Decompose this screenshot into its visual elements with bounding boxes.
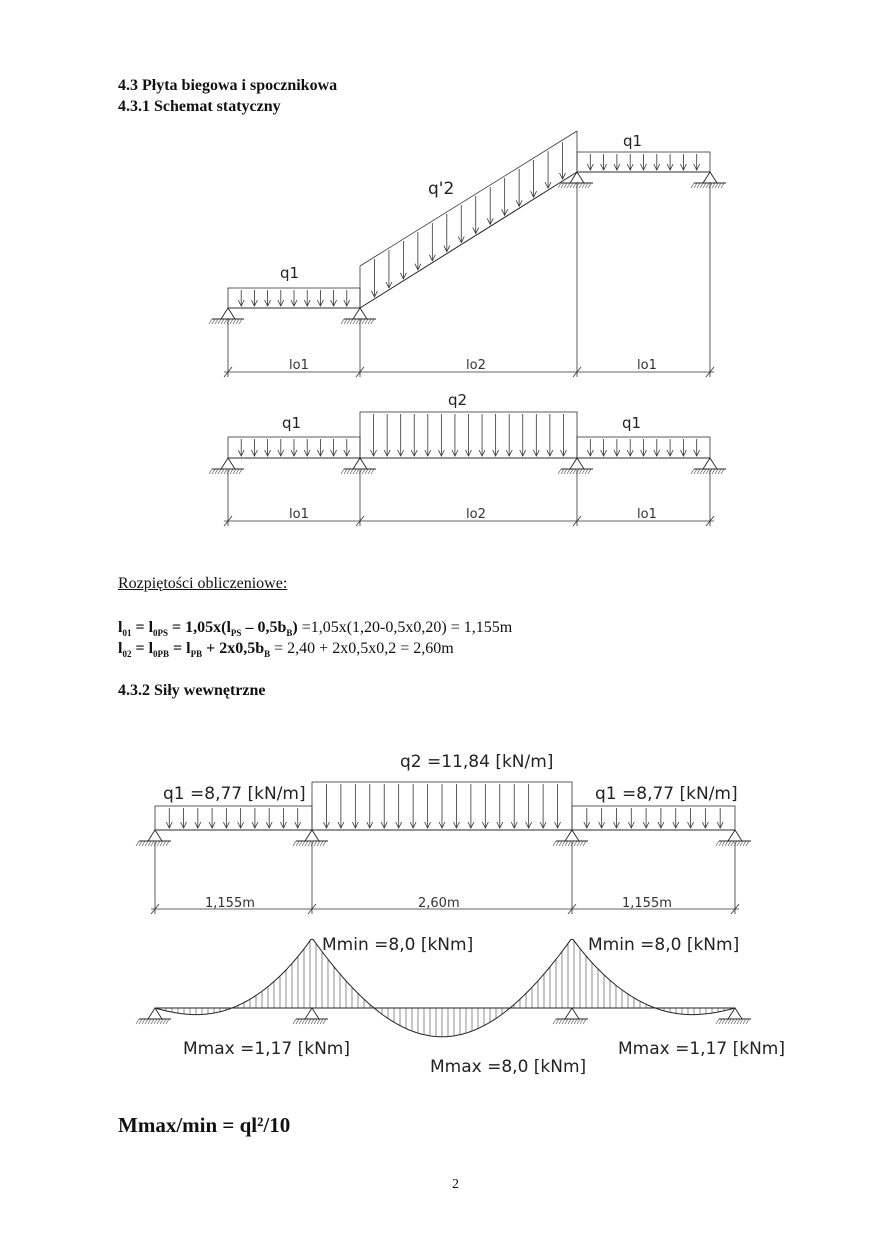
- support-hatch: [145, 841, 148, 846]
- moment-diagram: [136, 935, 785, 1077]
- support-hatch: [347, 469, 350, 474]
- support-hatch: [737, 1019, 740, 1024]
- support-hatch: [580, 841, 583, 846]
- forces-load-diagram: [136, 752, 751, 914]
- support-hatch: [314, 1019, 317, 1024]
- support-hatch: [350, 319, 353, 324]
- support-hatch: [362, 469, 365, 474]
- page-number: 2: [452, 1177, 459, 1192]
- support-hatch: [579, 469, 582, 474]
- support-hatch: [700, 469, 703, 474]
- support-hatch: [341, 469, 344, 474]
- support-hatch: [163, 1019, 166, 1024]
- support-hatch: [305, 1019, 308, 1024]
- support-hatch: [157, 1019, 160, 1024]
- support-hatch: [694, 183, 697, 188]
- support-hatch: [368, 319, 371, 324]
- support-hatch: [139, 1019, 142, 1024]
- support-hatch: [691, 183, 694, 188]
- support-hatch: [221, 319, 224, 324]
- support-hatch: [350, 469, 353, 474]
- support-hatch: [317, 841, 320, 846]
- pin-support: [570, 172, 584, 183]
- support-hatch: [148, 841, 151, 846]
- support-hatch: [368, 469, 371, 474]
- forces-q2-label: q2 =11,84 [kN/m]: [400, 752, 554, 772]
- pin-support: [728, 830, 742, 841]
- moment-formula: Mmax/min = ql²/10: [118, 1113, 291, 1137]
- support-hatch: [302, 1019, 305, 1024]
- support-hatch: [719, 841, 722, 846]
- forces-span-right: 1,155m: [622, 896, 672, 911]
- support-hatch: [553, 841, 556, 846]
- support-hatch: [142, 1019, 145, 1024]
- scheme1-q2prime-label: q'2: [428, 179, 455, 199]
- scheme1-q1-left-label: q1: [280, 264, 300, 282]
- moment-min-right-label: Mmin =8,0 [kNm]: [588, 935, 740, 955]
- support-hatch: [154, 1019, 157, 1024]
- support-hatch: [136, 841, 139, 846]
- support-hatch: [151, 1019, 154, 1024]
- support-hatch: [227, 469, 230, 474]
- support-hatch: [583, 1019, 586, 1024]
- support-hatch: [553, 1019, 556, 1024]
- support-hatch: [359, 469, 362, 474]
- scheme2-q1-left-label: q1: [282, 414, 302, 432]
- support-hatch: [308, 1019, 311, 1024]
- support-hatch: [728, 1019, 731, 1024]
- support-hatch: [320, 841, 323, 846]
- scheme1-q1-right-label: q1: [623, 132, 643, 150]
- support-hatch: [230, 469, 233, 474]
- support-hatch: [559, 1019, 562, 1024]
- support-hatch: [740, 841, 743, 846]
- support-hatch: [145, 1019, 148, 1024]
- support-hatch: [239, 319, 242, 324]
- support-hatch: [706, 183, 709, 188]
- moment-max-left-label: Mmax =1,17 [kNm]: [183, 1039, 350, 1059]
- support-hatch: [218, 469, 221, 474]
- pin-support: [570, 458, 584, 469]
- support-hatch: [722, 1019, 725, 1024]
- pin-support: [703, 458, 717, 469]
- support-hatch: [323, 841, 326, 846]
- moment-min-left-label: Mmin =8,0 [kNm]: [322, 935, 474, 955]
- pin-support: [148, 830, 162, 841]
- support-hatch: [224, 319, 227, 324]
- support-hatch: [299, 1019, 302, 1024]
- support-hatch: [583, 841, 586, 846]
- support-hatch: [709, 183, 712, 188]
- support-hatch: [740, 1019, 743, 1024]
- support-hatch: [703, 183, 706, 188]
- pin-support: [565, 830, 579, 841]
- scheme1-span-right: lo1: [637, 358, 657, 373]
- support-hatch: [697, 469, 700, 474]
- support-hatch: [320, 1019, 323, 1024]
- support-hatch: [558, 469, 561, 474]
- support-hatch: [142, 841, 145, 846]
- pin-support: [703, 172, 717, 183]
- support-hatch: [716, 841, 719, 846]
- spans-formula-line1: $l_{01} = l_{0PS} = 1,05x(l_{PS} - 0,5b_B) =1,05x(1,20-0,5x0,20) = 1,155m$: [118, 619, 513, 639]
- support-hatch: [356, 319, 359, 324]
- support-hatch: [565, 841, 568, 846]
- support-hatch: [314, 841, 317, 846]
- support-hatch: [559, 841, 562, 846]
- support-hatch: [577, 1019, 580, 1024]
- scheme1-diagram: [209, 131, 726, 377]
- support-hatch: [574, 1019, 577, 1024]
- support-hatch: [743, 841, 746, 846]
- support-hatch: [157, 841, 160, 846]
- support-hatch: [576, 469, 579, 474]
- support-hatch: [737, 841, 740, 846]
- support-hatch: [154, 841, 157, 846]
- forces-heading: 4.3.2 Siły wewnętrzne: [118, 682, 266, 699]
- support-hatch: [371, 319, 374, 324]
- spans-title: Rozpiętości obliczeniowe:: [118, 575, 288, 592]
- support-hatch: [151, 841, 154, 846]
- support-hatch: [561, 469, 564, 474]
- support-hatch: [700, 183, 703, 188]
- support-hatch: [585, 469, 588, 474]
- support-hatch: [721, 469, 724, 474]
- support-hatch: [571, 1019, 574, 1024]
- support-hatch: [721, 183, 724, 188]
- support-hatch: [556, 1019, 559, 1024]
- support-hatch: [299, 841, 302, 846]
- forces-span-left: 1,155m: [205, 896, 255, 911]
- scheme2-q1-right-label: q1: [622, 414, 642, 432]
- support-hatch: [722, 841, 725, 846]
- support-hatch: [588, 469, 591, 474]
- support-hatch: [233, 319, 236, 324]
- support-hatch: [160, 841, 163, 846]
- support-hatch: [568, 1019, 571, 1024]
- scheme2-diagram: [209, 391, 726, 526]
- spans-formula-line2: $l_{02} = l_{0PB} = l_{PB} + 2x0,5b_B = 2,40 + 2x0,5x0,2 = 2,60m$: [118, 640, 454, 660]
- support-hatch: [573, 183, 576, 188]
- support-hatch: [230, 319, 233, 324]
- support-hatch: [353, 469, 356, 474]
- scheme2-q2-label: q2: [448, 391, 468, 409]
- support-hatch: [317, 1019, 320, 1024]
- support-hatch: [293, 1019, 296, 1024]
- support-hatch: [344, 319, 347, 324]
- support-hatch: [347, 319, 350, 324]
- moment-max-right-label: Mmax =1,17 [kNm]: [618, 1039, 785, 1059]
- support-hatch: [209, 319, 212, 324]
- section-subheading: 4.3.1 Schemat statyczny: [118, 98, 281, 115]
- section-heading: 4.3 Płyta biegowa i spocznikowa: [118, 77, 338, 94]
- support-hatch: [166, 1019, 169, 1024]
- support-hatch: [212, 469, 215, 474]
- support-hatch: [574, 841, 577, 846]
- scheme1-span-left: lo1: [289, 358, 309, 373]
- support-hatch: [356, 469, 359, 474]
- support-hatch: [239, 469, 242, 474]
- scheme1-span-mid: lo2: [466, 358, 486, 373]
- support-hatch: [716, 1019, 719, 1024]
- support-hatch: [163, 841, 166, 846]
- support-hatch: [293, 841, 296, 846]
- support-hatch: [564, 469, 567, 474]
- scheme2-span-mid: lo2: [466, 507, 486, 522]
- forces-span-mid: 2,60m: [418, 896, 460, 911]
- support-hatch: [296, 1019, 299, 1024]
- support-hatch: [311, 1019, 314, 1024]
- support-hatch: [577, 841, 580, 846]
- support-hatch: [576, 183, 579, 188]
- support-hatch: [567, 469, 570, 474]
- support-hatch: [718, 183, 721, 188]
- support-hatch: [715, 183, 718, 188]
- support-hatch: [728, 841, 731, 846]
- support-hatch: [743, 1019, 746, 1024]
- support-hatch: [715, 469, 718, 474]
- support-hatch: [585, 183, 588, 188]
- support-hatch: [212, 319, 215, 324]
- support-hatch: [359, 319, 362, 324]
- support-hatch: [570, 469, 573, 474]
- support-hatch: [209, 469, 212, 474]
- support-hatch: [305, 841, 308, 846]
- support-hatch: [565, 1019, 568, 1024]
- support-hatch: [136, 1019, 139, 1024]
- support-hatch: [568, 841, 571, 846]
- support-hatch: [580, 1019, 583, 1024]
- support-hatch: [570, 183, 573, 188]
- support-hatch: [148, 1019, 151, 1024]
- support-hatch: [746, 841, 749, 846]
- support-hatch: [362, 319, 365, 324]
- support-hatch: [365, 469, 368, 474]
- moment-max-mid-label: Mmax =8,0 [kNm]: [430, 1057, 587, 1077]
- support-hatch: [567, 183, 570, 188]
- pin-support: [221, 458, 235, 469]
- support-hatch: [341, 319, 344, 324]
- support-hatch: [562, 841, 565, 846]
- support-hatch: [571, 841, 574, 846]
- support-hatch: [166, 841, 169, 846]
- pin-support: [305, 1008, 319, 1019]
- support-hatch: [160, 1019, 163, 1024]
- support-hatch: [691, 469, 694, 474]
- support-hatch: [703, 469, 706, 474]
- support-hatch: [694, 469, 697, 474]
- support-hatch: [236, 469, 239, 474]
- support-hatch: [725, 841, 728, 846]
- scheme2-span-right: lo1: [637, 507, 657, 522]
- support-hatch: [588, 183, 591, 188]
- support-hatch: [709, 469, 712, 474]
- support-hatch: [697, 183, 700, 188]
- support-hatch: [556, 841, 559, 846]
- support-hatch: [734, 841, 737, 846]
- support-hatch: [353, 319, 356, 324]
- pin-support: [221, 308, 235, 319]
- support-hatch: [582, 469, 585, 474]
- support-hatch: [308, 841, 311, 846]
- support-hatch: [221, 469, 224, 474]
- support-hatch: [218, 319, 221, 324]
- support-hatch: [562, 1019, 565, 1024]
- forces-q1-right-label: q1 =8,77 [kN/m]: [595, 784, 738, 804]
- support-hatch: [227, 319, 230, 324]
- support-hatch: [561, 183, 564, 188]
- support-hatch: [365, 319, 368, 324]
- support-hatch: [731, 841, 734, 846]
- support-hatch: [582, 183, 585, 188]
- support-hatch: [573, 469, 576, 474]
- support-hatch: [323, 1019, 326, 1024]
- support-hatch: [302, 841, 305, 846]
- support-hatch: [215, 319, 218, 324]
- support-hatch: [725, 1019, 728, 1024]
- support-hatch: [233, 469, 236, 474]
- support-hatch: [371, 469, 374, 474]
- pin-support: [565, 1008, 579, 1019]
- pin-support: [353, 308, 367, 319]
- support-hatch: [718, 469, 721, 474]
- support-hatch: [579, 183, 582, 188]
- support-hatch: [719, 1019, 722, 1024]
- pin-support: [353, 458, 367, 469]
- spans-formula-line1-rest: =1,05x(1,20-0,5x0,20) = 1,155m: [297, 619, 513, 636]
- support-hatch: [734, 1019, 737, 1024]
- support-hatch: [746, 1019, 749, 1024]
- support-hatch: [706, 469, 709, 474]
- forces-q1-left-label: q1 =8,77 [kN/m]: [163, 784, 306, 804]
- support-hatch: [712, 469, 715, 474]
- support-hatch: [311, 841, 314, 846]
- pin-support: [305, 830, 319, 841]
- support-hatch: [236, 319, 239, 324]
- support-hatch: [296, 841, 299, 846]
- support-hatch: [215, 469, 218, 474]
- support-hatch: [344, 469, 347, 474]
- support-hatch: [564, 183, 567, 188]
- support-hatch: [139, 841, 142, 846]
- support-hatch: [731, 1019, 734, 1024]
- scheme2-span-left: lo1: [289, 507, 309, 522]
- spans-formula-line2-rest: = 2,40 + 2x0,5x0,2 = 2,60m: [270, 640, 454, 657]
- support-hatch: [224, 469, 227, 474]
- support-hatch: [712, 183, 715, 188]
